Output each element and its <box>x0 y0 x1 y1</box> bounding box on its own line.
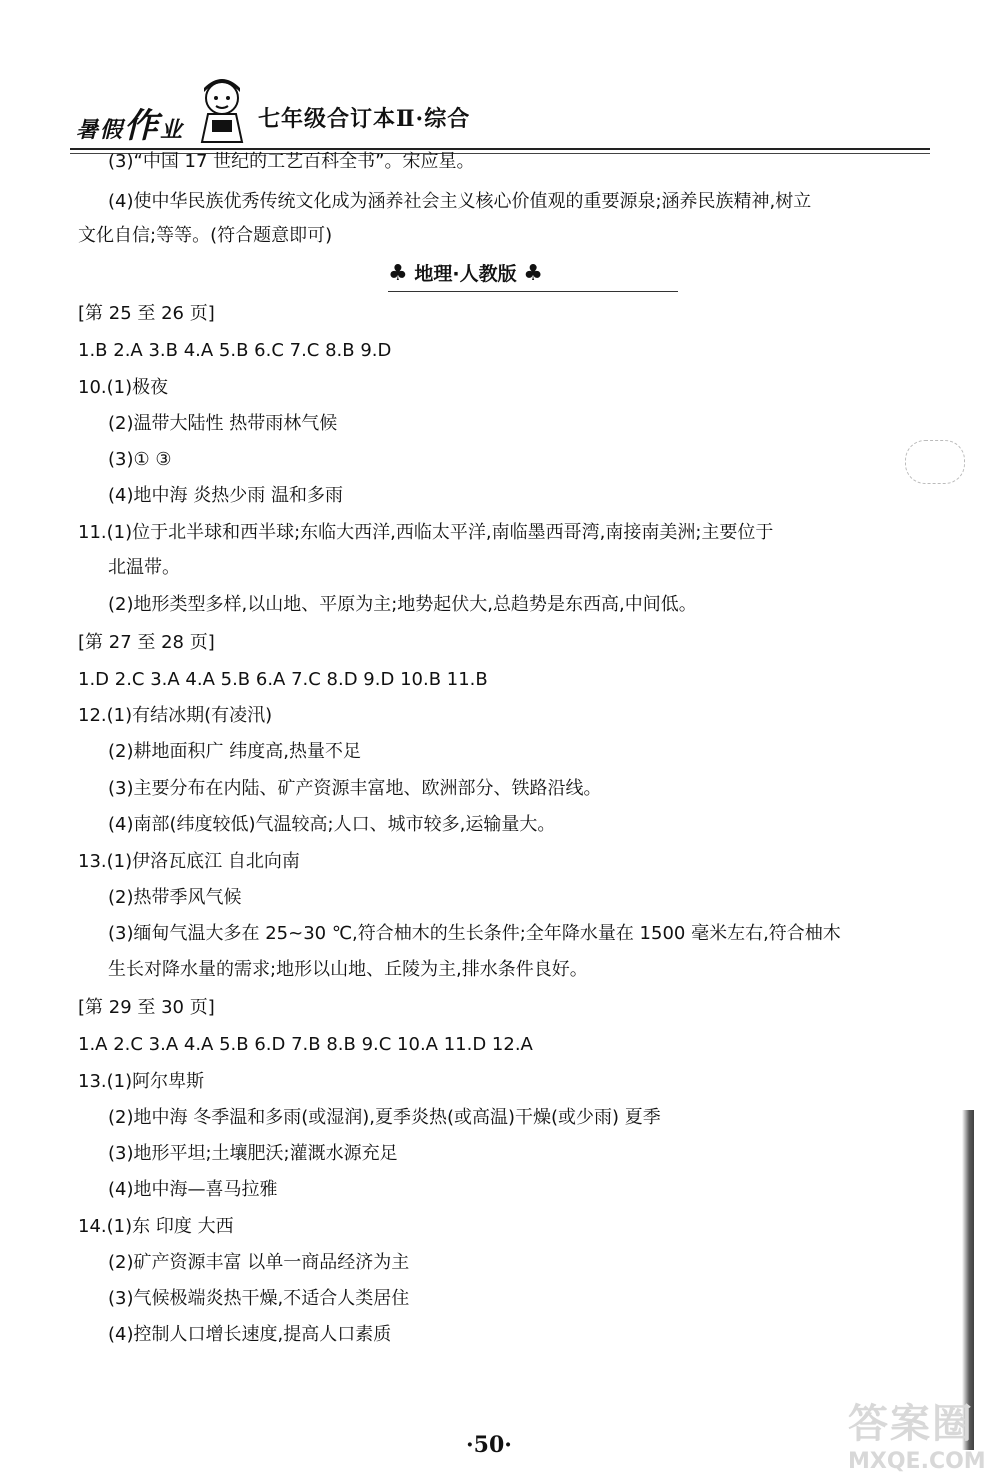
stamp-mark <box>905 440 965 484</box>
page-range-heading: [第 25 至 26 页] <box>78 303 215 324</box>
club-icon: ♣ <box>388 261 408 286</box>
answer-line: (4)使中华民族优秀传统文化成为涵养社会主义核心价值观的重要源泉;涵养民族精神,树立 <box>108 191 812 212</box>
club-icon: ♣ <box>523 261 543 286</box>
choice-answers: 1.A 2.C 3.A 4.A 5.B 6.D 7.B 8.B 9.C 10.A 11.D 12.A <box>78 1034 533 1055</box>
answer-line: (2)地形类型多样,以山地、平原为主;地势起伏大,总趋势是东西高,中间低。 <box>108 594 697 615</box>
watermark-main: 答案圈 <box>848 1401 974 1447</box>
answer-line: (4)控制人口增长速度,提高人口素质 <box>108 1324 392 1345</box>
choice-answers: 1.D 2.C 3.A 4.A 5.B 6.A 7.C 8.D 9.D 10.B 11.B <box>78 669 488 690</box>
book-title: 七年级合订本Ⅱ·综合 <box>258 106 471 132</box>
answer-line: (3)地形平坦;土壤肥沃;灌溉水源充足 <box>108 1143 398 1164</box>
answer-line: (4)地中海 炎热少雨 温和多雨 <box>108 485 343 506</box>
answer-line: (3)① ③ <box>108 449 172 470</box>
page-number: ·50· <box>466 1432 512 1458</box>
answer-line: 10.(1)极夜 <box>78 377 169 398</box>
choice-answers: 1.B 2.A 3.B 4.A 5.B 6.C 7.C 8.B 9.D <box>78 340 392 361</box>
answer-line: (2)地中海 冬季温和多雨(或湿润),夏季炎热(或高温)干燥(或少雨) 夏季 <box>108 1107 661 1128</box>
answer-line: 13.(1)阿尔卑斯 <box>78 1071 205 1092</box>
watermark-logo <box>848 1392 986 1474</box>
answer-line: (4)地中海—喜马拉雅 <box>108 1179 278 1200</box>
brand-text-b: 作 <box>124 106 161 146</box>
brand-text-a: 暑假 <box>76 117 125 143</box>
section-underline <box>388 291 678 292</box>
answer-line: (3)缅甸气温大多在 25~30 ℃,符合柚木的生长条件;全年降水量在 1500 毫米左右,符合柚木 <box>108 923 841 944</box>
section-title <box>388 262 543 286</box>
section-title-text: 地理·人教版 <box>414 263 517 285</box>
page-header <box>70 72 930 162</box>
answer-line: (3)气候极端炎热干燥,不适合人类居住 <box>108 1288 410 1309</box>
brand-text-c: 业 <box>160 117 185 143</box>
answer-line: 13.(1)伊洛瓦底江 自北向南 <box>78 851 300 872</box>
answer-line: (4)南部(纬度较低)气温较高;人口、城市较多,运输量大。 <box>108 814 556 835</box>
answer-line: (2)温带大陆性 热带雨林气候 <box>108 413 338 434</box>
answer-line: 北温带。 <box>108 557 180 578</box>
answer-line: (2)矿产资源丰富 以单一商品经济为主 <box>108 1252 410 1273</box>
mascot-icon <box>188 74 254 144</box>
answer-line: (3)主要分布在内陆、矿产资源丰富地、欧洲部分、铁路沿线。 <box>108 778 602 799</box>
answer-line: 文化自信;等等。(符合题意即可) <box>78 225 333 246</box>
answer-line: 12.(1)有结冰期(有凌汛) <box>78 705 273 726</box>
answer-line: (3)“中国 17 世纪的工艺百科全书”。宋应星。 <box>108 151 475 172</box>
answer-line: (2)热带季风气候 <box>108 887 242 908</box>
brand-logo <box>76 98 184 147</box>
answer-line: (2)耕地面积广 纬度高,热量不足 <box>108 741 361 762</box>
watermark-url: MXQE.COM <box>848 1449 986 1474</box>
page-range-heading: [第 27 至 28 页] <box>78 632 215 653</box>
answer-line: 生长对降水量的需求;地形以山地、丘陵为主,排水条件良好。 <box>108 959 588 980</box>
answer-line: 14.(1)东 印度 大西 <box>78 1216 234 1237</box>
answer-line: 11.(1)位于北半球和西半球;东临大西洋,西临太平洋,南临墨西哥湾,南接南美洲;主要位于 <box>78 522 774 543</box>
page-range-heading: [第 29 至 30 页] <box>78 997 215 1018</box>
